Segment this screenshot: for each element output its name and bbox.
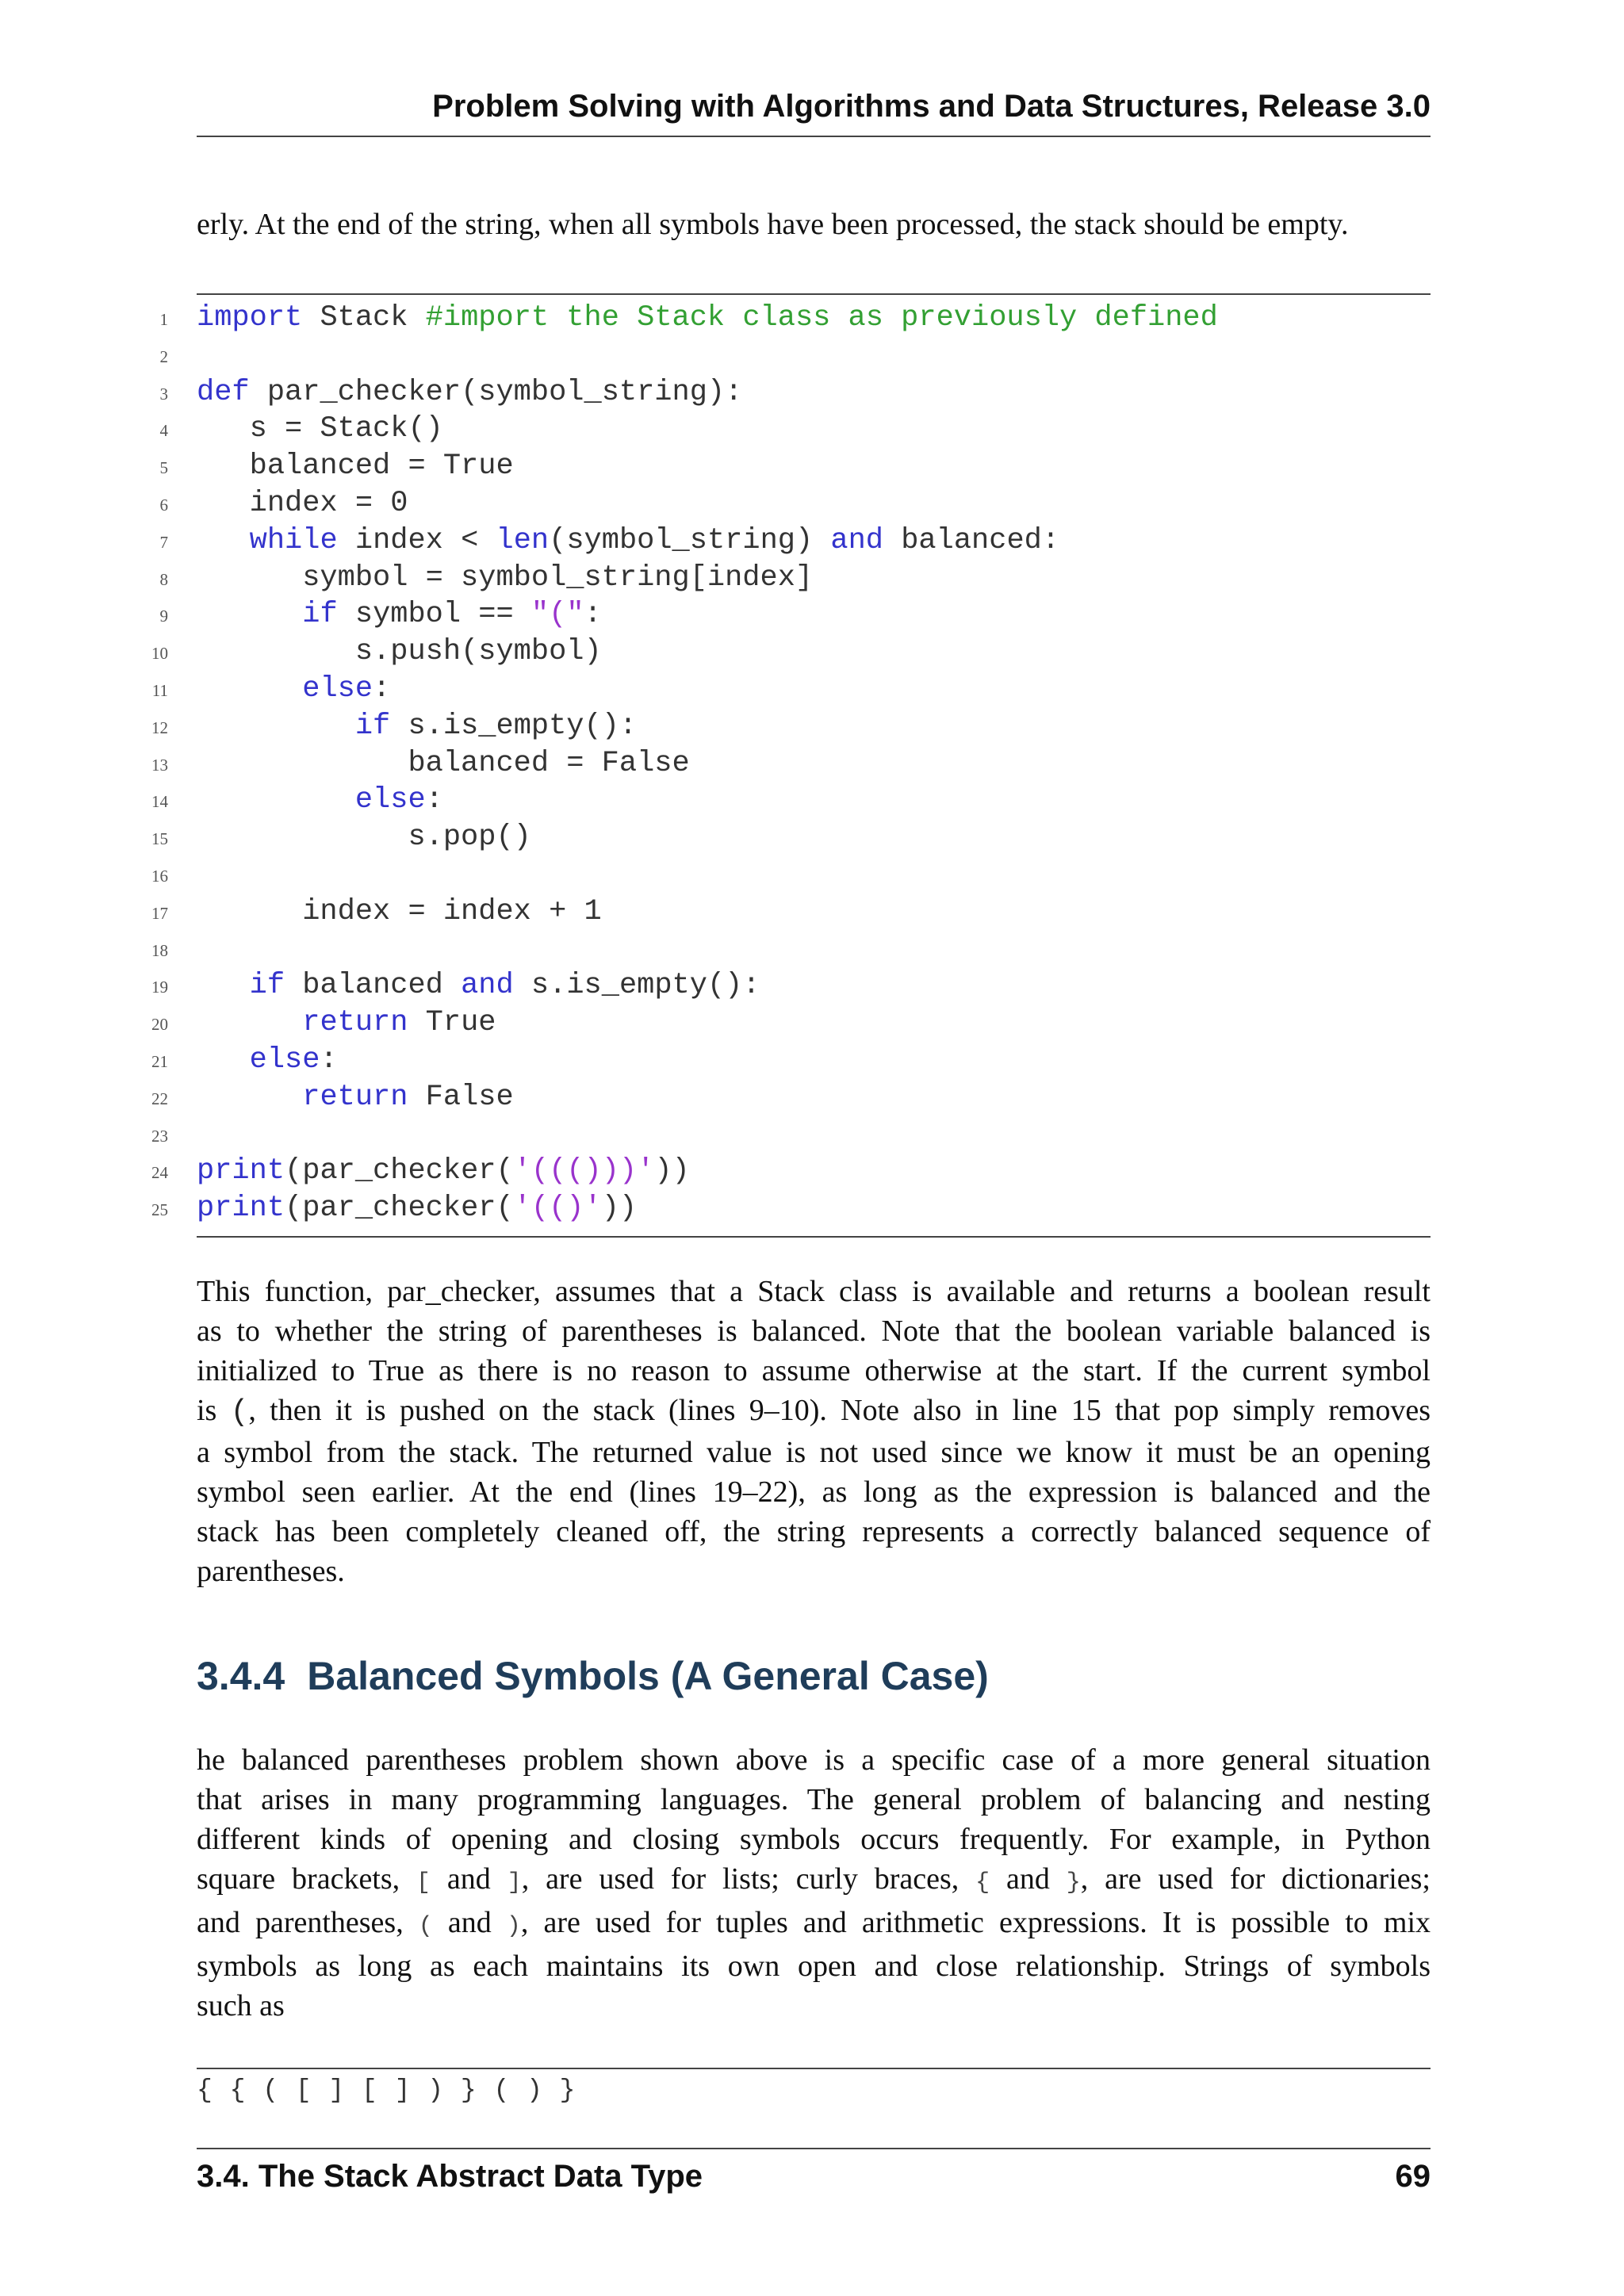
paragraph-line: initialized to True as there is no reason to assume otherwise at the start. If the current symbol	[197, 1354, 1431, 1387]
line-number: 16	[151, 866, 168, 886]
code-text: True	[408, 1006, 496, 1040]
code-line	[159, 522, 1431, 560]
line-number: 19	[151, 978, 168, 997]
code-keyword: return	[302, 1080, 408, 1114]
text-run: is	[197, 1394, 231, 1427]
code-text: index = 0	[197, 486, 408, 520]
code-line	[151, 1116, 1431, 1154]
line-number: 17	[151, 903, 168, 923]
code-keyword: and	[830, 523, 884, 557]
code-line	[159, 374, 1431, 411]
code-line	[151, 782, 1431, 819]
paragraph-line: parentheses.	[197, 1555, 345, 1588]
code-text: ))	[654, 1154, 690, 1188]
code-text	[197, 598, 302, 631]
text-run: and	[990, 1862, 1067, 1896]
paragraph-line: a symbol from the stack. The returned value is not used since we know it must be an opening	[197, 1436, 1431, 1469]
code-keyword: len	[496, 523, 550, 557]
symbol-block-top-rule	[197, 2068, 1431, 2069]
paragraph-line: different kinds of opening and closing symbols occurs frequently. For example, in Python	[197, 1823, 1431, 1856]
code-line	[159, 485, 1431, 522]
line-number: 5	[159, 458, 168, 478]
line-number: 23	[151, 1126, 168, 1146]
inline-code-symbol: [	[416, 1869, 431, 1896]
paragraph-line	[197, 1391, 1431, 1433]
inline-code-symbol: ]	[507, 1869, 522, 1896]
code-text: (symbol_string)	[549, 523, 831, 557]
line-number: 20	[151, 1015, 168, 1035]
code-keyword: print	[197, 1192, 285, 1226]
paragraph-line: symbol seen earlier. At the end (lines 19–22), as long as the expression is balanced and the	[197, 1475, 1431, 1509]
code-text	[197, 1006, 302, 1039]
inline-code-symbol: (	[230, 1395, 249, 1429]
code-line	[151, 671, 1431, 708]
code-text: balanced = False	[197, 746, 690, 780]
section-title: Balanced Symbols (A General Case)	[307, 1654, 989, 1698]
symbol-string-example: { { ( [ ] [ ] ) } ( ) }	[197, 2076, 576, 2105]
code-text: balanced = True	[197, 450, 514, 484]
code-comment: #import the Stack class as previously defined	[425, 301, 1218, 335]
code-text: s.pop()	[197, 821, 531, 855]
line-number: 25	[151, 1200, 168, 1220]
paragraph-line: such as	[197, 1989, 285, 2022]
code-keyword: if	[354, 709, 391, 743]
code-keyword: else	[354, 783, 426, 817]
text-run: , are used for lists; curly braces,	[521, 1862, 976, 1896]
code-text: (par_checker(	[285, 1154, 514, 1188]
text-run: and	[431, 1862, 508, 1896]
code-line	[151, 819, 1431, 856]
code-text	[197, 524, 250, 557]
running-header: Problem Solving with Algorithms and Data Structures, Release 3.0	[432, 89, 1431, 124]
general-case-paragraph	[197, 1740, 1431, 2026]
code-string: '((()))'	[513, 1154, 655, 1188]
header-rule	[197, 136, 1431, 137]
code-text	[197, 672, 302, 706]
code-string: '(()'	[513, 1192, 602, 1226]
code-line	[151, 745, 1431, 783]
footer-rule	[197, 2148, 1431, 2149]
paragraph-line: This function, par_checker, assumes that a Stack class is available and returns a boolean result	[197, 1275, 1431, 1308]
line-number: 12	[151, 718, 168, 737]
line-number: 18	[151, 940, 168, 960]
code-text: par_checker(symbol_string):	[249, 375, 743, 409]
line-number: 11	[151, 680, 168, 700]
code-text	[197, 1081, 302, 1114]
paragraph-line: stack has been completely cleaned off, the string represents a correctly balanced sequence of	[197, 1515, 1431, 1548]
code-text: :	[584, 598, 602, 632]
code-line	[151, 708, 1431, 745]
text-run: , are used for tuples and arithmetic expressions. It is possible to mix	[520, 1906, 1431, 1939]
code-line	[159, 596, 1431, 633]
code-line	[159, 337, 1431, 374]
section-heading	[197, 1653, 989, 1699]
code-line	[151, 967, 1431, 1004]
code-keyword: while	[249, 523, 338, 557]
paragraph-line: as to whether the string of parentheses is balanced. Note that the boolean variable balanced is	[197, 1314, 1431, 1348]
code-top-rule	[197, 293, 1431, 295]
code-line	[151, 856, 1431, 894]
line-number: 21	[151, 1051, 168, 1071]
code-line	[159, 300, 1431, 337]
line-number: 9	[159, 607, 168, 626]
line-number: 2	[159, 346, 168, 366]
code-text: Stack	[302, 301, 426, 335]
code-listing	[151, 300, 1431, 1227]
line-number: 24	[151, 1163, 168, 1183]
inline-code-symbol: }	[1066, 1869, 1081, 1896]
footer-section-title: 3.4. The Stack Abstract Data Type	[197, 2159, 703, 2194]
line-number: 7	[159, 532, 168, 552]
code-keyword: else	[302, 672, 373, 706]
code-text: ))	[601, 1192, 638, 1226]
code-keyword: import	[197, 301, 303, 335]
code-text: s.is_empty():	[390, 709, 638, 743]
line-number: 15	[151, 829, 168, 849]
intro-text: erly. At the end of the string, when all symbols have been processed, the stack should be empty.	[197, 208, 1349, 241]
code-keyword: def	[197, 375, 250, 409]
code-text	[197, 783, 355, 817]
code-text: symbol ==	[337, 598, 531, 632]
paragraph-line	[197, 1903, 1431, 1946]
text-run: , then it is pushed on the stack (lines 9–10). Note also in line 15 that pop simply removes	[248, 1394, 1431, 1427]
code-text: index <	[337, 523, 496, 557]
code-line	[151, 931, 1431, 968]
code-keyword: return	[302, 1006, 408, 1040]
code-keyword: print	[197, 1154, 285, 1188]
paragraph-line: that arises in many programming languages. The general problem of balancing and nesting	[197, 1783, 1431, 1816]
code-text	[197, 969, 250, 1002]
explanation-paragraph	[197, 1272, 1431, 1591]
code-line	[151, 1079, 1431, 1116]
code-text: balanced:	[883, 523, 1060, 557]
code-line	[159, 448, 1431, 485]
code-text: s.push(symbol)	[197, 635, 602, 669]
line-number: 14	[151, 792, 168, 812]
code-text: symbol = symbol_string[index]	[197, 561, 814, 595]
code-keyword: if	[302, 598, 338, 632]
code-keyword: if	[249, 969, 285, 1003]
text-run: square brackets,	[197, 1862, 417, 1896]
line-number: 8	[159, 569, 168, 589]
section-number: 3.4.4	[197, 1654, 285, 1698]
code-line	[151, 1190, 1431, 1227]
code-keyword: else	[249, 1043, 320, 1077]
line-number: 3	[159, 384, 168, 404]
text-run: , are used for dictionaries;	[1080, 1862, 1431, 1896]
code-text: (par_checker(	[285, 1192, 514, 1226]
inline-code-symbol: )	[506, 1913, 521, 1940]
line-number: 1	[159, 310, 168, 329]
code-text: :	[425, 783, 443, 817]
code-text: index = index + 1	[197, 894, 602, 928]
paragraph-line: he balanced parentheses problem shown above is a specific case of a more general situation	[197, 1743, 1431, 1777]
code-line	[151, 1042, 1431, 1079]
line-number: 6	[159, 495, 168, 515]
code-line	[159, 411, 1431, 448]
code-text: :	[320, 1043, 338, 1077]
code-line	[159, 560, 1431, 597]
line-number: 22	[151, 1089, 168, 1108]
code-text: s.is_empty():	[513, 969, 760, 1003]
line-number: 13	[151, 755, 168, 775]
code-text: balanced	[285, 969, 462, 1003]
code-keyword: and	[461, 969, 514, 1003]
paragraph-line: symbols as long as each maintains its own open and close relationship. Strings of symbols	[197, 1950, 1431, 1983]
inline-code-symbol: (	[418, 1913, 433, 1940]
code-text: False	[408, 1080, 514, 1114]
code-bottom-rule	[197, 1236, 1431, 1238]
page-number: 69	[1395, 2159, 1431, 2194]
code-line	[151, 1004, 1431, 1042]
page-footer	[197, 2159, 1431, 2195]
code-text: :	[373, 672, 391, 706]
paragraph-line	[197, 1859, 1431, 1903]
code-line	[151, 633, 1431, 671]
code-text: s = Stack()	[197, 412, 443, 446]
line-number: 10	[151, 644, 168, 664]
code-text	[197, 710, 355, 743]
text-run: and parentheses,	[197, 1906, 419, 1939]
text-run: and	[432, 1906, 507, 1939]
code-text	[197, 1043, 250, 1077]
code-string: "("	[530, 598, 584, 632]
inline-code-symbol: {	[975, 1869, 990, 1896]
line-number: 4	[159, 421, 168, 441]
code-line	[151, 894, 1431, 931]
code-line	[151, 1153, 1431, 1190]
